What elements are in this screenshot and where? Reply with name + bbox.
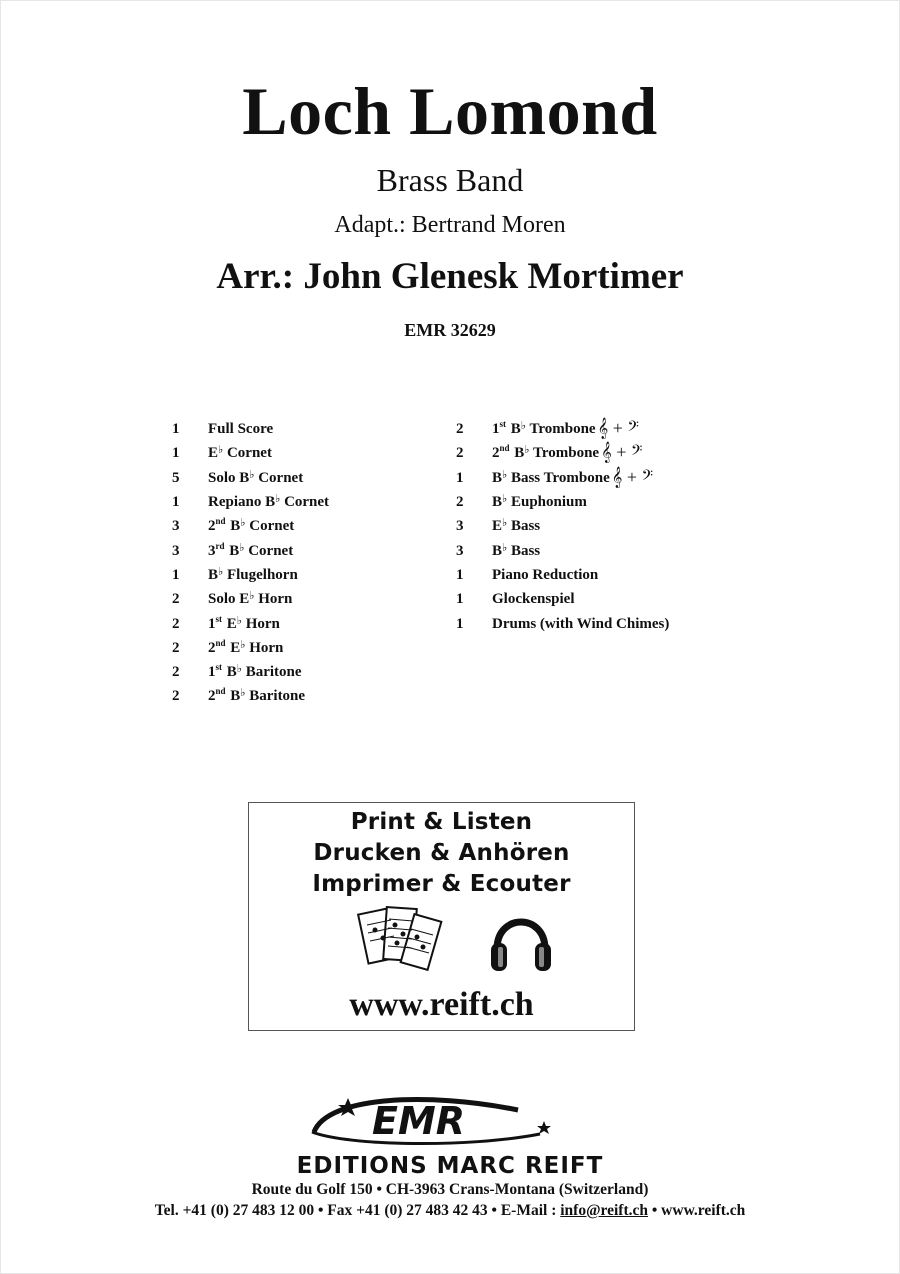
part-name-pre: 1 — [208, 615, 216, 632]
part-instrument: Cornet — [280, 494, 330, 511]
part-row — [172, 538, 329, 562]
part-ordinal-suffix: st — [215, 613, 222, 624]
clef-icons: 𝄞 + 𝄢 — [601, 442, 643, 463]
flat-sign: ♭ — [240, 517, 246, 530]
part-name-pre: Drums (with Wind Chimes) — [492, 615, 670, 632]
promo-line-english: Print & Listen — [350, 809, 533, 835]
part-instrument: Baritone — [241, 664, 302, 681]
publisher-name: EDITIONS MARC REIFT — [296, 1153, 604, 1179]
part-quantity: 1 — [172, 445, 180, 462]
part-name: B — [507, 421, 521, 438]
part-row — [172, 660, 329, 684]
clef-icons: 𝄞 + 𝄢 — [611, 466, 654, 487]
part-ordinal-suffix: nd — [215, 637, 226, 648]
part-name-pre: Full Score — [208, 421, 274, 438]
part-row — [172, 441, 329, 465]
part-quantity: 1 — [456, 615, 464, 632]
contact-web: • www.reift.ch — [648, 1202, 746, 1219]
part-name: B — [226, 518, 241, 535]
part-name: B — [226, 688, 241, 705]
part-instrument: Baritone — [245, 688, 306, 705]
part-name: B — [492, 542, 503, 559]
part-quantity: 3 — [172, 518, 180, 535]
part-name: B — [492, 494, 503, 511]
part-row — [172, 466, 329, 490]
part-row — [172, 684, 329, 708]
part-instrument: Bass Trombone — [507, 469, 610, 486]
part-instrument: Flugelhorn — [223, 566, 298, 583]
flat-sign: ♭ — [502, 517, 508, 530]
part-instrument: Euphonium — [507, 494, 587, 511]
part-row — [456, 538, 669, 562]
flat-sign: ♭ — [520, 420, 526, 433]
part-name: E — [223, 615, 237, 632]
part-ordinal-suffix: nd — [215, 516, 226, 527]
part-name: E — [492, 518, 503, 535]
part-quantity: 2 — [172, 664, 180, 681]
part-name: Solo B — [208, 469, 250, 486]
part-name-pre: Piano Reduction — [492, 566, 599, 583]
adaptation-credit: Adapt.: Bertrand Moren — [334, 212, 566, 238]
email-link[interactable]: info@reift.ch — [560, 1202, 648, 1219]
part-ordinal-suffix: st — [215, 662, 222, 673]
part-quantity: 2 — [172, 639, 180, 656]
promo-icons — [249, 903, 634, 983]
flat-sign: ♭ — [502, 493, 508, 506]
part-instrument: Bass — [507, 518, 541, 535]
part-quantity: 3 — [172, 542, 180, 559]
promo-line-french: Imprimer & Ecouter — [312, 871, 571, 897]
flat-sign: ♭ — [239, 541, 245, 554]
part-name: Repiano B — [208, 494, 276, 511]
print-listen-box — [248, 802, 635, 1031]
part-row — [456, 441, 669, 465]
part-quantity: 1 — [172, 421, 180, 438]
flat-sign: ♭ — [240, 638, 246, 651]
flat-sign: ♭ — [249, 590, 255, 603]
part-ordinal-suffix: nd — [499, 443, 510, 454]
arranger-credit: Arr.: John Glenesk Mortimer — [216, 256, 684, 297]
part-name-pre: 1 — [492, 421, 500, 438]
part-quantity: 2 — [172, 615, 180, 632]
part-name-pre: 1 — [208, 664, 216, 681]
part-row — [172, 417, 329, 441]
part-row — [456, 514, 669, 538]
part-quantity: 3 — [456, 518, 464, 535]
logo-wordmark: EMR — [372, 1099, 466, 1143]
part-instrument: Horn — [254, 591, 293, 608]
part-instrument: Cornet — [244, 542, 294, 559]
part-quantity: 1 — [456, 591, 464, 608]
part-row — [172, 514, 329, 538]
part-quantity: 2 — [172, 688, 180, 705]
part-row — [456, 466, 669, 490]
catalog-number: EMR 32629 — [404, 320, 496, 340]
part-ordinal-suffix: nd — [215, 686, 226, 697]
part-row — [172, 563, 329, 587]
headphones-icon — [489, 905, 553, 975]
part-name-pre: 2 — [208, 518, 216, 535]
flat-sign: ♭ — [524, 444, 530, 457]
part-name: B — [510, 445, 525, 462]
part-ordinal-suffix: st — [499, 419, 506, 430]
part-row — [456, 563, 669, 587]
part-name-pre: 2 — [208, 688, 216, 705]
promo-website: www.reift.ch — [349, 986, 534, 1023]
part-name: E — [226, 639, 241, 656]
part-row — [172, 611, 329, 635]
flat-sign: ♭ — [218, 444, 224, 457]
part-name-pre: Glockenspiel — [492, 591, 575, 608]
part-row — [456, 417, 669, 441]
part-name: B — [223, 664, 237, 681]
parts-list-left — [172, 417, 329, 709]
subtitle: Brass Band — [376, 162, 524, 198]
contact-phone-fax: Tel. +41 (0) 27 483 12 00 • Fax +41 (0) 27 483 42 43 • E-Mail : — [154, 1202, 561, 1219]
part-quantity: 1 — [456, 566, 464, 583]
part-row — [456, 490, 669, 514]
part-quantity: 3 — [456, 542, 464, 559]
part-ordinal-suffix: rd — [215, 540, 225, 551]
clef-icons: 𝄞 + 𝄢 — [597, 418, 639, 439]
part-row — [172, 490, 329, 514]
part-quantity: 2 — [456, 445, 464, 462]
part-row — [172, 587, 329, 611]
part-name: B — [208, 566, 219, 583]
promo-line-german: Drucken & Anhören — [313, 840, 570, 866]
part-quantity: 5 — [172, 469, 180, 486]
part-row — [456, 611, 669, 635]
publisher-contact — [0, 1202, 900, 1220]
flat-sign: ♭ — [502, 468, 508, 481]
part-name: B — [492, 469, 503, 486]
part-name: Solo E — [208, 591, 250, 608]
part-quantity: 2 — [456, 494, 464, 511]
part-name-pre: 2 — [208, 639, 216, 656]
part-instrument: Horn — [241, 615, 280, 632]
part-name: E — [208, 445, 219, 462]
page-title: Loch Lomond — [242, 73, 658, 149]
flat-sign: ♭ — [236, 663, 242, 676]
part-name-pre: 3 — [208, 542, 216, 559]
part-quantity: 1 — [456, 469, 464, 486]
part-row — [172, 636, 329, 660]
part-instrument: Cornet — [254, 469, 304, 486]
part-instrument: Cornet — [245, 518, 295, 535]
part-name-pre: 2 — [492, 445, 500, 462]
part-quantity: 1 — [172, 566, 180, 583]
flat-sign: ♭ — [275, 493, 281, 506]
sheet-music-icon — [355, 903, 445, 983]
part-row — [456, 587, 669, 611]
part-instrument: Trombone — [529, 445, 600, 462]
part-instrument: Trombone — [525, 421, 596, 438]
flat-sign: ♭ — [236, 614, 242, 627]
parts-list-right — [456, 417, 669, 636]
flat-sign: ♭ — [502, 541, 508, 554]
part-quantity: 1 — [172, 494, 180, 511]
emr-logo — [308, 1088, 558, 1150]
flat-sign: ♭ — [218, 565, 224, 578]
publisher-address: Route du Golf 150 • CH-3963 Crans-Montana (Switzerland) — [251, 1181, 649, 1198]
part-instrument: Horn — [245, 639, 284, 656]
part-instrument: Cornet — [223, 445, 272, 462]
flat-sign: ♭ — [240, 687, 246, 700]
part-name: B — [225, 542, 240, 559]
part-quantity: 2 — [456, 421, 464, 438]
flat-sign: ♭ — [249, 468, 255, 481]
part-instrument: Bass — [507, 542, 541, 559]
part-quantity: 2 — [172, 591, 180, 608]
